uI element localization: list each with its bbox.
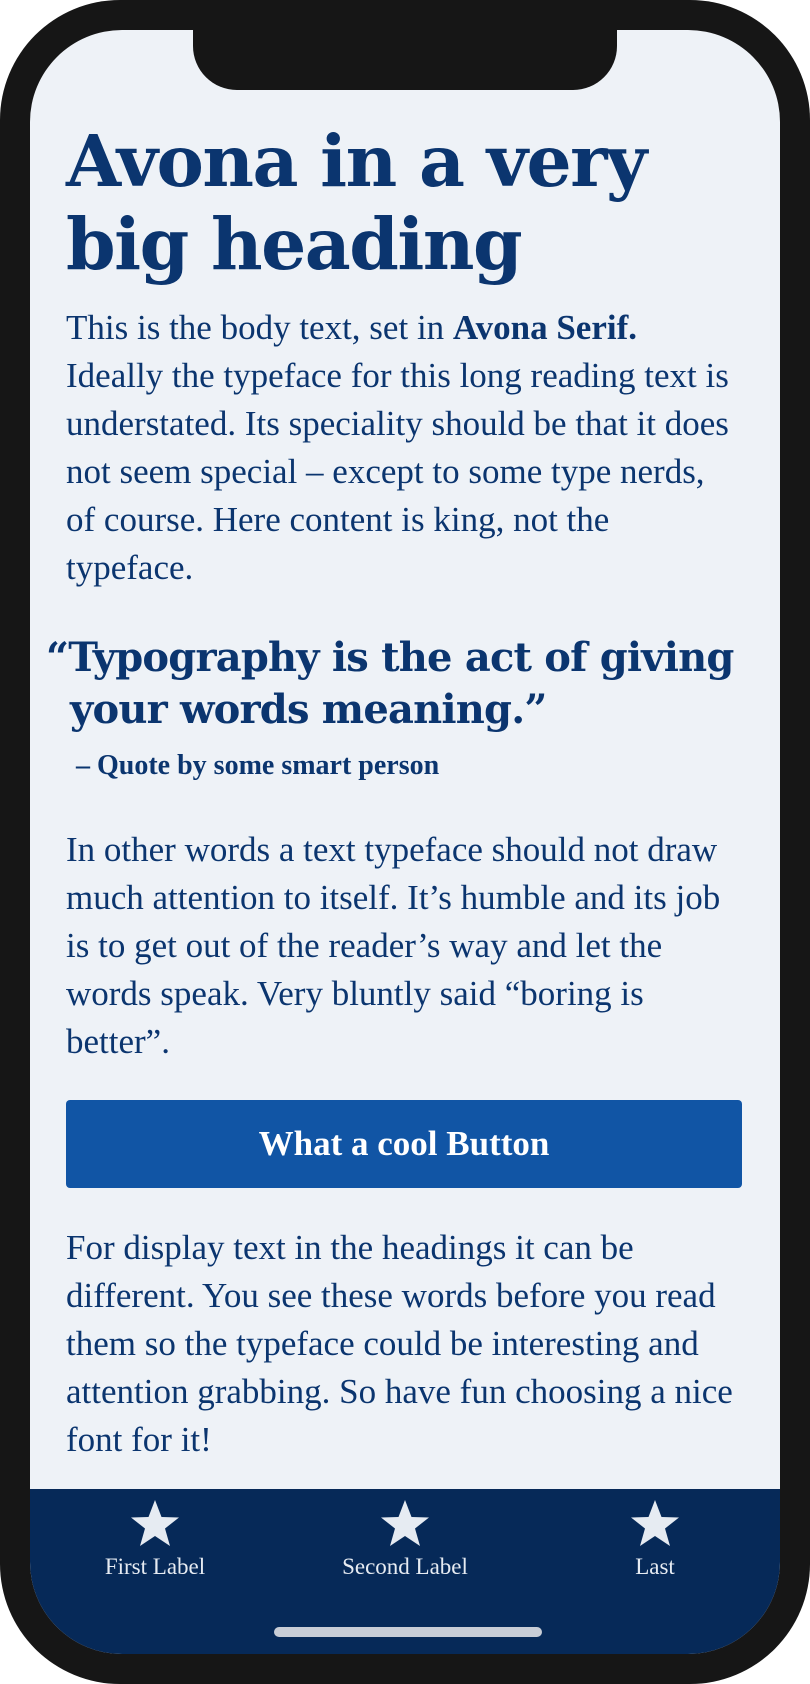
intro-paragraph bbox=[66, 304, 742, 592]
tab-last[interactable] bbox=[530, 1489, 780, 1609]
star-icon bbox=[129, 1499, 181, 1549]
body-paragraph-2: In other words a text typeface should not draw much attention to itself. It’s humble and its job is to get out of the reader’s way and let the words speak. Very bluntly said “boring is better”. bbox=[66, 830, 721, 1061]
home-indicator[interactable] bbox=[274, 1627, 542, 1637]
intro-bold: Avona Serif. bbox=[452, 308, 637, 347]
tab-second[interactable] bbox=[280, 1489, 530, 1609]
blockquote bbox=[48, 632, 742, 736]
intro-suffix: Ideally the typeface for this long reading text is understated. Its speciality should be that it does not seem special – except to some type nerds, of course. Here content is king, not the typeface. bbox=[66, 356, 729, 587]
quote-line-1: “Typography is the act of giving bbox=[46, 634, 734, 681]
tab-first[interactable] bbox=[30, 1489, 280, 1609]
screen bbox=[30, 30, 780, 1654]
intro-prefix: This is the body text, set in bbox=[66, 308, 453, 347]
cool-button[interactable]: What a cool Button bbox=[66, 1100, 742, 1188]
title-line-2: big heading bbox=[66, 202, 522, 286]
quote-line-2: your words meaning.” bbox=[70, 686, 547, 733]
device-notch bbox=[193, 30, 617, 90]
body-paragraph-3: For display text in the headings it can be different. You see these words before you read them so the typeface could be interesting and attention grabbing. So have fun choosing a nice font for it! bbox=[66, 1228, 733, 1459]
title-line-1: Avona in a very bbox=[66, 119, 646, 203]
quote-attribution: – Quote by some smart person bbox=[76, 750, 440, 781]
page-title bbox=[66, 120, 742, 286]
tab-label-first: First Label bbox=[104, 1554, 206, 1579]
star-icon bbox=[629, 1499, 681, 1549]
star-icon bbox=[379, 1499, 431, 1549]
tab-label-last: Last bbox=[635, 1554, 675, 1579]
tab-label-second: Second Label bbox=[342, 1554, 468, 1579]
article-content bbox=[46, 119, 742, 1464]
